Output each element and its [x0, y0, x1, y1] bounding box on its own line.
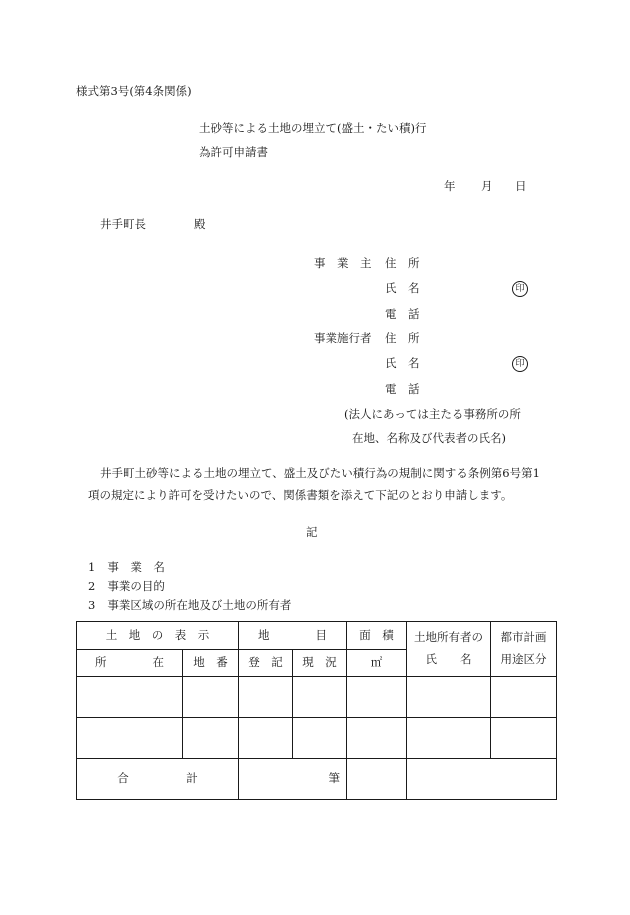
header-current: 現 況: [293, 650, 347, 677]
contractor-role-label: 事業施行者: [314, 331, 372, 345]
header-chimoku: 地 目: [239, 622, 347, 650]
date-year-label: 年: [444, 179, 456, 193]
cell-lot[interactable]: [183, 718, 239, 759]
cell-owner[interactable]: [407, 718, 491, 759]
contractor-phone-label: 電 話: [385, 382, 420, 396]
body-text-line1: 井手町土砂等による土地の埋立て、盛土及びたい積行為の規制に関する条例第6号第1: [100, 466, 540, 480]
applicant-seal-mark: 印: [512, 281, 528, 297]
header-land-display: 土 地 の 表 示: [77, 622, 239, 650]
form-title-line2: 為許可申請書: [199, 145, 268, 159]
contractor-address-label: 住 所: [385, 331, 420, 345]
date-month-label: 月: [481, 179, 493, 193]
ki-heading: 記: [306, 525, 318, 539]
body-text-line2: 項の規定により許可を受けたいので、関係書類を添えて下記のとおり申請します。: [88, 488, 513, 502]
table-row: [77, 718, 557, 759]
table-header-row-1: [77, 622, 557, 650]
cell-current[interactable]: [293, 718, 347, 759]
total-hitsu: 筆: [239, 759, 347, 800]
applicant-name-label: 氏 名: [385, 281, 420, 295]
header-city-line1: 都市計画: [500, 630, 547, 645]
corporate-note-line2: 在地、名称及び代表者の氏名): [352, 431, 506, 445]
header-location: 所 在: [77, 650, 183, 677]
header-area: 面 積: [347, 622, 407, 650]
form-number: 様式第3号(第4条関係): [76, 84, 192, 98]
item-1: [88, 562, 165, 574]
header-owner-line1: 土地所有者の: [414, 630, 483, 645]
header-owner: [407, 622, 491, 677]
item-label: 事業の目的: [107, 579, 165, 593]
total-blank-cell: [407, 759, 557, 800]
header-lot-number: 地 番: [183, 650, 239, 677]
header-registered: 登 記: [239, 650, 293, 677]
cell-area[interactable]: [347, 718, 407, 759]
item-number: 3: [88, 598, 96, 612]
item-label: 事業区域の所在地及び土地の所有者: [107, 598, 292, 612]
contractor-seal-mark: 印: [512, 356, 528, 372]
table-row: [77, 677, 557, 718]
form-title-line1: 土砂等による土地の埋立て(盛土・たい積)行: [199, 121, 427, 135]
item-2: [88, 581, 165, 593]
item-3: [88, 600, 291, 612]
cell-location[interactable]: [77, 718, 183, 759]
date-day-label: 日: [515, 179, 527, 193]
cell-owner[interactable]: [407, 677, 491, 718]
total-area-cell[interactable]: [347, 759, 407, 800]
cell-area[interactable]: [347, 677, 407, 718]
addressee-name: 井手町長: [100, 217, 146, 231]
cell-city-plan[interactable]: [491, 677, 557, 718]
header-owner-line2: 氏 名: [425, 652, 472, 666]
item-label: 事 業 名: [107, 560, 165, 574]
header-area-unit: ㎡: [347, 650, 407, 677]
cell-lot[interactable]: [183, 677, 239, 718]
item-number: 1: [88, 560, 96, 574]
table-total-row: [77, 759, 557, 800]
total-label: 合 計: [77, 759, 239, 800]
applicant-role-label: 事 業 主: [314, 256, 372, 270]
cell-registered[interactable]: [239, 677, 293, 718]
item-number: 2: [88, 579, 96, 593]
applicant-address-label: 住 所: [385, 256, 420, 270]
land-table: [76, 621, 557, 800]
addressee-honorific: 殿: [194, 217, 206, 231]
cell-location[interactable]: [77, 677, 183, 718]
corporate-note-line1: (法人にあっては主たる事務所の所: [344, 407, 521, 421]
applicant-phone-label: 電 話: [385, 307, 420, 321]
header-city-line2: 用途区分: [500, 652, 547, 666]
cell-registered[interactable]: [239, 718, 293, 759]
cell-current[interactable]: [293, 677, 347, 718]
contractor-name-label: 氏 名: [385, 356, 420, 370]
header-city-plan: [491, 622, 557, 677]
cell-city-plan[interactable]: [491, 718, 557, 759]
